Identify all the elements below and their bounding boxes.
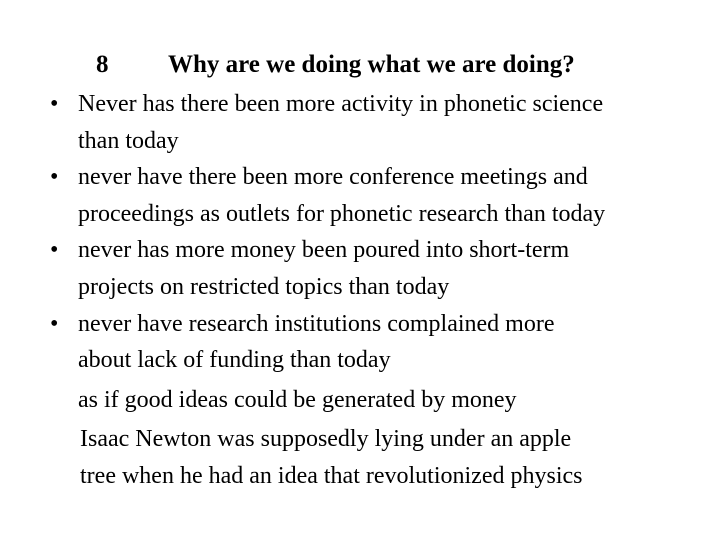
bullet-line: proceedings as outlets for phonetic research than today — [78, 200, 606, 227]
slide-title-text: Why are we doing what we are doing? — [168, 51, 575, 78]
bullet-line: Never has there been more activity in phonetic science — [78, 91, 604, 117]
slide-title — [96, 48, 575, 82]
closing-paragraph — [80, 421, 700, 494]
bullet-line: never has more money been poured into short-term — [78, 237, 570, 264]
bullet-list — [50, 86, 710, 379]
bullet-line: about lack of funding than today — [78, 347, 391, 374]
bullet-line: than today — [78, 127, 179, 154]
closing-line: tree when he had an idea that revolutionized physics — [80, 462, 583, 489]
bullet-icon: • — [50, 91, 59, 117]
bullet-item — [50, 86, 710, 159]
bullet-icon: • — [50, 310, 59, 337]
bullet-item — [50, 232, 710, 305]
bullet-line: projects on restricted topics than today — [78, 273, 450, 300]
follow-line: as if good ideas could be generated by money — [78, 387, 517, 413]
bullet-item — [50, 159, 710, 232]
bullet-icon: • — [50, 164, 59, 191]
bullet-icon: • — [50, 237, 59, 264]
bullet-line: never have research institutions complained more — [78, 310, 555, 337]
bullet-item — [50, 306, 710, 379]
closing-line: Isaac Newton was supposedly lying under an apple — [80, 426, 572, 452]
bullet-line: never have there been more conference meetings and — [78, 164, 588, 191]
slide-number: 8 — [96, 51, 109, 78]
